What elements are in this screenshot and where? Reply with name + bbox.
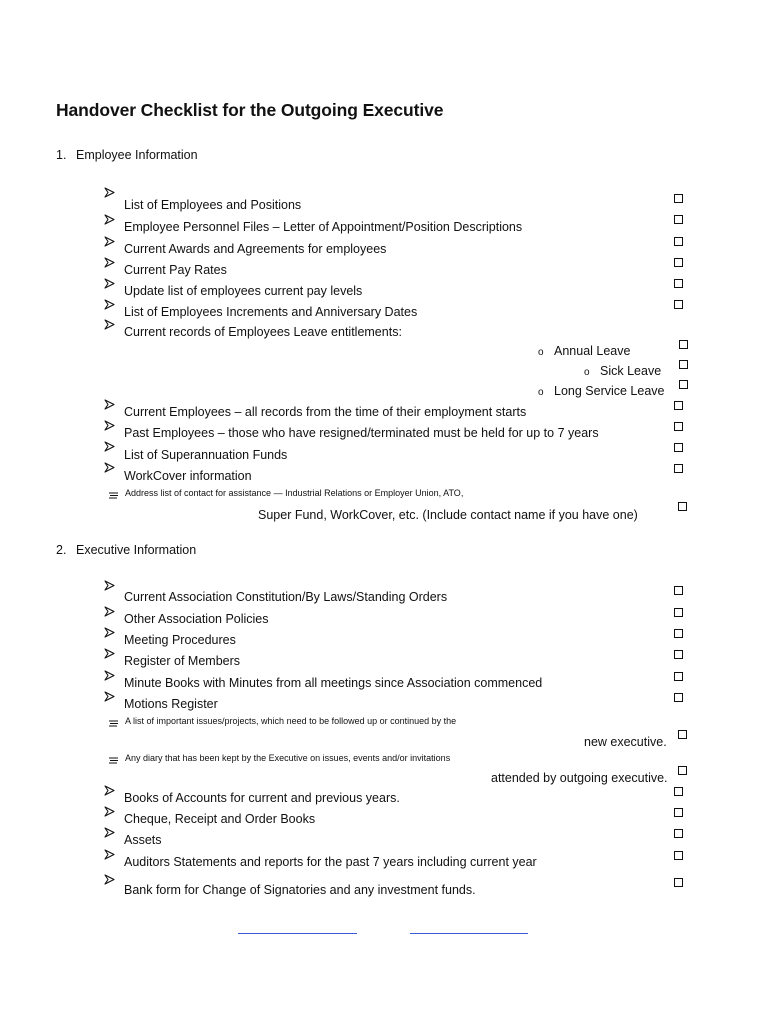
checklist-item: Update list of employees current pay levels [124,284,363,298]
section-heading-employee-information [56,148,198,162]
checklist-item: Employee Personnel Files – Letter of Appointment/Position Descriptions [124,220,523,234]
signature-line [410,933,528,934]
checklist-item: List of Superannuation Funds [124,448,288,462]
arrow-bullet-icon [104,827,115,838]
checklist-item: Minute Books with Minutes from all meetings since Association commenced [124,676,543,690]
ring-bullet: o [538,347,544,358]
checkbox[interactable] [678,730,687,739]
checklist-item: Current Pay Rates [124,263,227,277]
section-heading-executive-information [56,543,196,557]
checklist-item: List of Employees and Positions [124,198,302,212]
checkbox[interactable] [674,258,683,267]
checklist-item: Meeting Procedures [124,633,236,647]
ring-bullet: o [584,367,590,378]
arrow-bullet-icon [104,670,115,681]
arrow-bullet-icon [104,849,115,860]
arrow-bullet-icon [104,319,115,330]
arrow-bullet-icon [104,606,115,617]
leave-subitem: o Long Service Leave [538,384,665,398]
checkbox[interactable] [674,194,683,203]
checkbox[interactable] [679,340,688,349]
checkbox[interactable] [674,401,683,410]
checklist-item: Current Awards and Agreements for employees [124,242,387,256]
checkbox[interactable] [674,672,683,681]
checkbox[interactable] [674,787,683,796]
checkbox[interactable] [674,608,683,617]
arrow-bullet-icon [104,462,115,473]
arrow-bullet-icon [104,278,115,289]
dash-bullet-icon [108,491,119,500]
contact-note-line-1: Address list of contact for assistance — Industrial Relations or Employer Union, ATO, [125,488,464,498]
checklist-item: Current Employees – all records from the time of their employment starts [124,405,527,419]
checkbox[interactable] [679,380,688,389]
dash-bullet-icon [108,756,119,765]
arrow-bullet-icon [104,874,115,885]
checkbox[interactable] [678,766,687,775]
checklist-item: List of Employees Increments and Anniversary Dates [124,305,418,319]
checkbox[interactable] [674,300,683,309]
arrow-bullet-icon [104,214,115,225]
checkbox[interactable] [674,237,683,246]
checkbox[interactable] [674,422,683,431]
checklist-item: Bank form for Change of Signatories and any investment funds. [124,883,476,897]
checkbox[interactable] [674,586,683,595]
diary-note-line-1: Any diary that has been kept by the Executive on issues, events and/or invitations [125,753,451,763]
arrow-bullet-icon [104,691,115,702]
arrow-bullet-icon [104,648,115,659]
checklist-item: Current records of Employees Leave entitlements: [124,325,402,339]
section-heading-text: Employee Information [76,148,198,162]
checklist-item: Motions Register [124,697,218,711]
arrow-bullet-icon [104,785,115,796]
arrow-bullet-icon [104,299,115,310]
page-title: Handover Checklist for the Outgoing Executive [56,100,444,120]
checkbox[interactable] [674,650,683,659]
contact-note-line-2: Super Fund, WorkCover, etc. (Include contact name if you have one) [258,508,638,522]
checkbox[interactable] [679,360,688,369]
checklist-item: Auditors Statements and reports for the past 7 years including current year [124,855,537,869]
section-number: 1. [56,148,67,162]
diary-note-line-2: attended by outgoing executive. [491,771,668,785]
issues-note-line-1: A list of important issues/projects, which need to be followed up or continued by the [125,716,457,726]
dash-bullet-icon [108,719,119,728]
arrow-bullet-icon [104,627,115,638]
leave-subitem: o Annual Leave [538,344,631,358]
arrow-bullet-icon [104,236,115,247]
checkbox[interactable] [674,279,683,288]
ring-bullet: o [538,387,544,398]
leave-subitem: o Sick Leave [584,364,662,378]
checkbox[interactable] [674,878,683,887]
arrow-bullet-icon [104,257,115,268]
checklist-item: Books of Accounts for current and previous years. [124,791,400,805]
arrow-bullet-icon [104,806,115,817]
checkbox[interactable] [674,829,683,838]
checklist-item: Past Employees – those who have resigned/terminated must be held for up to 7 years [124,426,599,440]
checklist-item: Other Association Policies [124,612,269,626]
issues-note-line-2: new executive. [584,735,667,749]
checklist-item: Cheque, Receipt and Order Books [124,812,316,826]
checklist-item: Current Association Constitution/By Laws/Standing Orders [124,590,448,604]
arrow-bullet-icon [104,580,115,591]
arrow-bullet-icon [104,399,115,410]
section-number: 2. [56,543,67,557]
arrow-bullet-icon [104,420,115,431]
section-heading-text: Executive Information [76,543,197,557]
checkbox[interactable] [674,693,683,702]
checkbox[interactable] [674,443,683,452]
checklist-item: Assets [124,833,162,847]
signature-line [238,933,357,934]
checklist-item: Register of Members [124,654,241,668]
checkbox[interactable] [674,851,683,860]
checkbox[interactable] [674,464,683,473]
checkbox[interactable] [674,629,683,638]
arrow-bullet-icon [104,187,115,198]
checklist-item: WorkCover information [124,469,252,483]
checkbox[interactable] [674,808,683,817]
checkbox[interactable] [678,502,687,511]
arrow-bullet-icon [104,441,115,452]
checkbox[interactable] [674,215,683,224]
